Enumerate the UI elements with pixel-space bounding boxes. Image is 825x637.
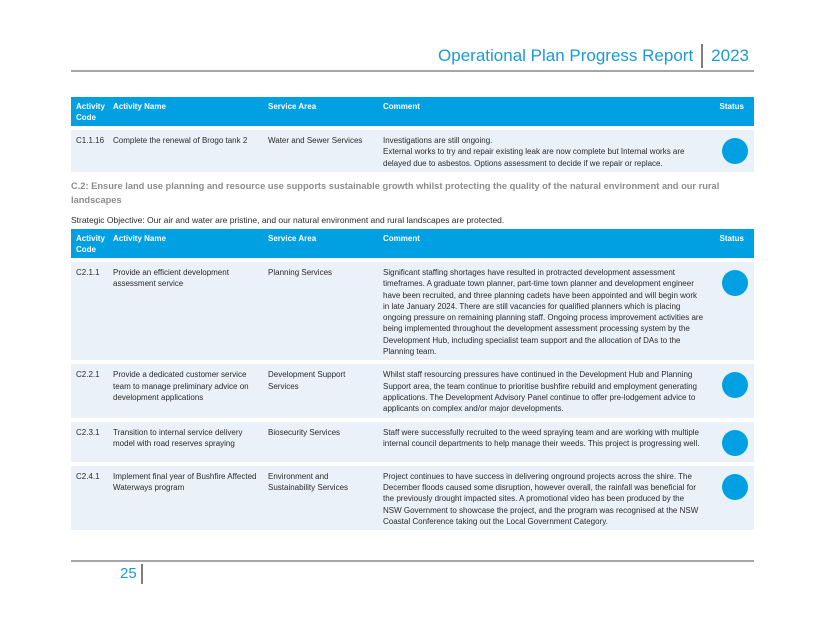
table-row <box>71 422 754 462</box>
page-number: 25 <box>120 565 137 582</box>
section-heading: C.2: Ensure land use planning and resource use supports sustainable growth whilst protecting the quality of the natural environment and our rural landscapes <box>71 181 720 205</box>
status-indicator-icon <box>722 430 748 456</box>
col-header-comment: Comment <box>378 97 708 126</box>
status-cell <box>708 262 754 360</box>
activity-table-c2 <box>71 229 754 530</box>
comment: Whilst staff resourcing pressures have continued in the Development Hub and Planning Support area, the team continue to prioritise bushfire rebuild and employment generating applications. The Development Advisory Panel continue to offer pre-lodgement advice to applicants on complex and/or major developments. <box>378 364 708 417</box>
activity-name: Provide a dedicated customer service team to manage preliminary advice on development applications <box>108 364 263 417</box>
table-header-row <box>71 229 754 258</box>
footer-rule <box>71 560 754 562</box>
col-header-comment: Comment <box>378 229 708 258</box>
col-header-status: Status <box>708 229 754 258</box>
footer-divider <box>141 564 143 584</box>
table-row <box>71 130 754 172</box>
service-area: Biosecurity Services <box>263 422 378 462</box>
status-cell <box>708 422 754 462</box>
table-row <box>71 466 754 530</box>
strategic-objective: Strategic Objective: Our air and water are pristine, and our natural environment and rural landscapes are protected. <box>71 215 505 225</box>
activity-code: C2.4.1 <box>71 466 108 530</box>
status-indicator-icon <box>722 270 748 296</box>
report-header <box>438 44 749 68</box>
header-rule <box>71 70 754 72</box>
activity-name: Complete the renewal of Brogo tank 2 <box>108 130 263 172</box>
col-header-code: Activity Code <box>71 97 108 126</box>
activity-code: C2.3.1 <box>71 422 108 462</box>
table-row <box>71 364 754 417</box>
comment: Project continues to have success in delivering onground projects across the shire. The December floods caused some disruption, however overall, the rainfall was beneficial for the previously drought impacted sites. A promotional video has been produced by the NSW Government to showcase the project, and the program was recognised at the NSW Coastal Conference taking out the Local Government Category. <box>378 466 708 530</box>
service-area: Environment and Sustainability Services <box>263 466 378 530</box>
status-cell <box>708 364 754 417</box>
col-header-service: Service Area <box>263 229 378 258</box>
activity-code: C2.1.1 <box>71 262 108 360</box>
table-header-row <box>71 97 754 126</box>
activity-table-c1 <box>71 97 754 172</box>
service-area: Planning Services <box>263 262 378 360</box>
activity-code: C2.2.1 <box>71 364 108 417</box>
comment: Staff were successfully recruited to the weed spraying team and are working with multiple internal council departments to help manage their weeds. This project is progressing well. <box>378 422 708 462</box>
col-header-service: Service Area <box>263 97 378 126</box>
col-header-name: Activity Name <box>108 229 263 258</box>
report-year: 2023 <box>711 46 749 65</box>
status-cell <box>708 466 754 530</box>
comment <box>378 130 708 172</box>
status-indicator-icon <box>722 138 748 164</box>
comment: Significant staffing shortages have resulted in protracted development assessment timeframes. A graduate town planner, part-time town planner and development engineer have been recruited, and three planning cadets have been appointed and will begin work in late January 2024. There are still vacancies for qualified planners which is placing ongoing pressure on remaining planning staff. Ongoing process improvement activities are being implemented throughout the development assessment processing system by the Development Hub, including specialist team support and the allocation of DAs to the Planning team. <box>378 262 708 360</box>
col-header-name: Activity Name <box>108 97 263 126</box>
col-header-status: Status <box>708 97 754 126</box>
service-area: Development Support Services <box>263 364 378 417</box>
comment-line: Investigations are still ongoing. External works to try and repair existing leak are now complete but Internal works are delayed due to asbestos. Options assessment to decide if we repair or replace. <box>383 136 685 168</box>
activity-name: Implement final year of Bushfire Affected Waterways program <box>108 466 263 530</box>
status-indicator-icon <box>722 372 748 398</box>
table-row <box>71 262 754 360</box>
report-title: Operational Plan Progress Report <box>438 46 694 65</box>
activity-name: Transition to internal service delivery model with road reserves spraying <box>108 422 263 462</box>
service-area: Water and Sewer Services <box>263 130 378 172</box>
activity-code: C1.1.16 <box>71 130 108 172</box>
activity-name: Provide an efficient development assessment service <box>108 262 263 360</box>
status-indicator-icon <box>722 474 748 500</box>
col-header-code: Activity Code <box>71 229 108 258</box>
status-cell <box>708 130 754 172</box>
